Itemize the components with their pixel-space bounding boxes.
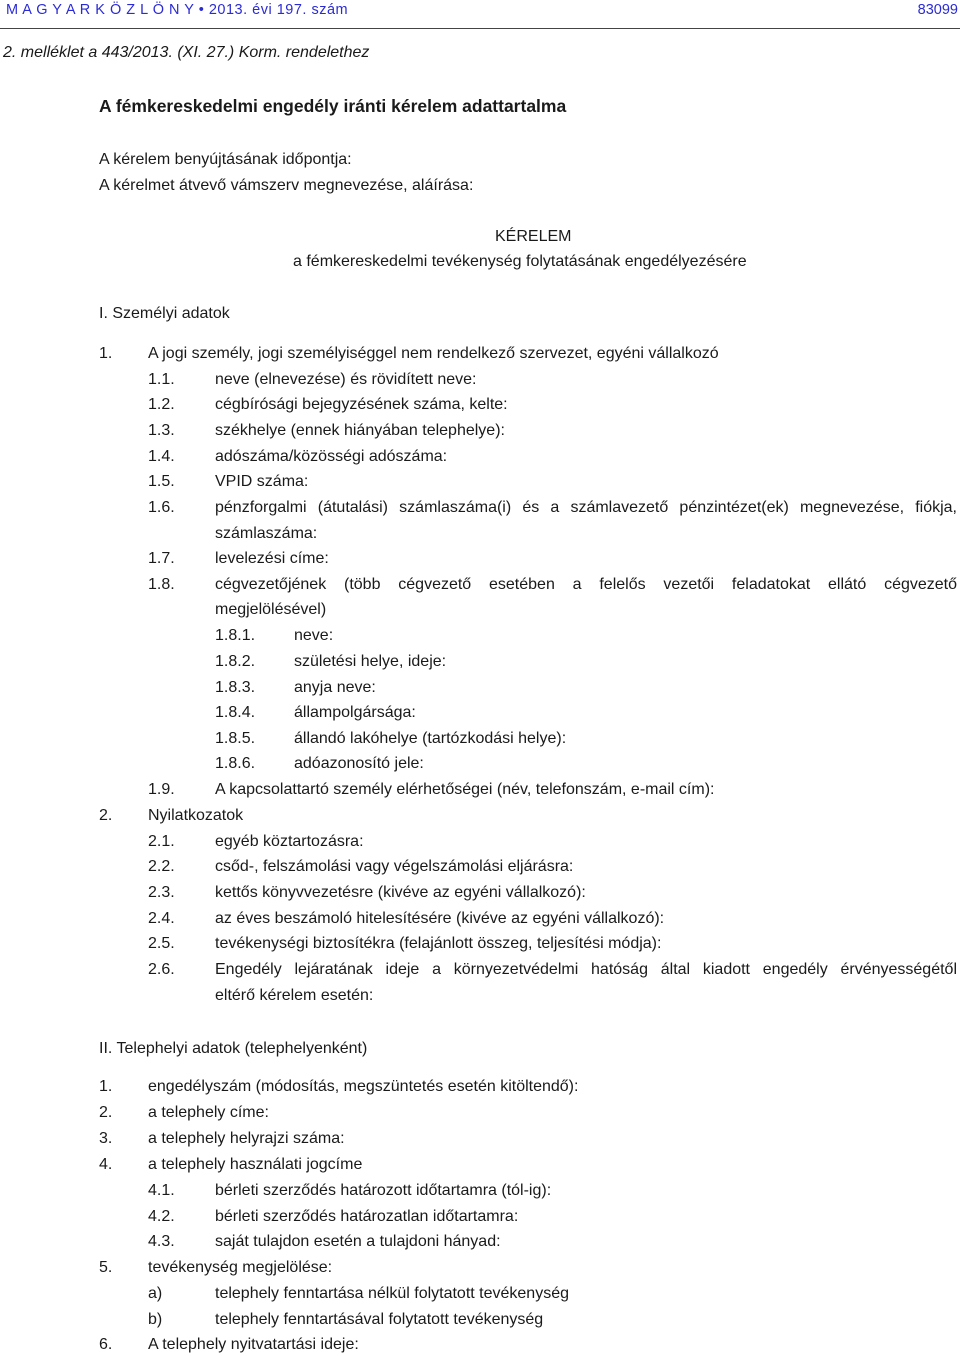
item-number: 2.5. <box>148 935 175 952</box>
item-label: adószáma/közösségi adószáma: <box>215 448 448 465</box>
item-number: 1.4. <box>148 448 175 465</box>
header-rule <box>0 28 960 29</box>
item-label: székhelye (ennek hiányában telephelye): <box>215 422 505 439</box>
page-header <box>0 0 960 30</box>
item-label: saját tulajdon esetén a tulajdoni hányad: <box>215 1233 501 1250</box>
item-number: 1.8.2. <box>215 653 256 670</box>
item-number: 2. <box>99 807 113 824</box>
item-number: 1.1. <box>148 371 175 388</box>
item-label-justified <box>215 575 957 595</box>
item-number: 1.8.4. <box>215 704 256 721</box>
item-label: Nyilatkozatok <box>148 807 244 824</box>
item-label-continued: eltérő kérelem esetén: <box>215 987 374 1004</box>
item-label: a telephely használati jogcíme <box>148 1156 363 1173</box>
item-number: 4.3. <box>148 1233 175 1250</box>
item-label: cégbírósági bejegyzésének száma, kelte: <box>215 396 508 413</box>
item-number: 4.1. <box>148 1182 175 1199</box>
item-label: adóazonosító jele: <box>294 755 424 772</box>
item-number: 2.1. <box>148 833 175 850</box>
item-label: engedélyszám (módosítás, megszüntetés esetén kitöltendő): <box>148 1078 579 1095</box>
item-label: A telephely nyitvatartási ideje: <box>148 1336 359 1353</box>
item-label: cégvezetőjének (több cégvezető esetében a felelős vezetői feladatokat ellátó cégvezető <box>215 576 957 593</box>
item-number: 2.6. <box>148 961 175 978</box>
request-heading: KÉRELEM <box>495 228 572 245</box>
item-label: tevékenységi biztosítékra (felajánlott összeg, teljesítési módja): <box>215 935 662 952</box>
request-subheading: a fémkereskedelmi tevékenység folytatásának engedélyezésére <box>293 253 747 270</box>
item-number: a) <box>148 1285 163 1302</box>
item-number: 2.4. <box>148 910 175 927</box>
item-number: 1.8.3. <box>215 679 256 696</box>
item-number: 5. <box>99 1259 113 1276</box>
item-label: a telephely címe: <box>148 1104 269 1121</box>
customs-office-label: A kérelmet átvevő vámszerv megnevezése, aláírása: <box>99 177 474 194</box>
item-number: 1. <box>99 345 113 362</box>
item-label: anyja neve: <box>294 679 376 696</box>
item-label: neve (elnevezése) és rövidített neve: <box>215 371 477 388</box>
item-label: a telephely helyrajzi száma: <box>148 1130 345 1147</box>
item-number: 2.3. <box>148 884 175 901</box>
item-number: 2.2. <box>148 858 175 875</box>
item-label: neve: <box>294 627 334 644</box>
item-number: 1.8. <box>148 576 175 593</box>
item-number: 1.5. <box>148 473 175 490</box>
item-number: 1.8.5. <box>215 730 256 747</box>
item-label: telephely fenntartása nélkül folytatott tevékenység <box>215 1285 569 1302</box>
item-label: tevékenység megjelölése: <box>148 1259 333 1276</box>
item-label: bérleti szerződés határozott időtartamra (tól-ig): <box>215 1182 552 1199</box>
item-label: kettős könyvvezetésre (kivéve az egyéni vállalkozó): <box>215 884 586 901</box>
item-label: egyéb köztartozásra: <box>215 833 364 850</box>
item-label: születési helye, ideje: <box>294 653 447 670</box>
item-number: 1.6. <box>148 499 175 516</box>
item-number: 4.2. <box>148 1208 175 1225</box>
item-label: VPID száma: <box>215 473 309 490</box>
item-label: pénzforgalmi (átutalási) számlaszáma(i) és a számlavezető pénzintézet(ek) megnevezése, fiókja, <box>215 499 957 516</box>
section-personal-title: I. Személyi adatok <box>99 305 230 322</box>
submission-date-label: A kérelem benyújtásának időpontja: <box>99 151 352 168</box>
item-number: b) <box>148 1311 163 1328</box>
item-number: 1.7. <box>148 550 175 567</box>
item-label: bérleti szerződés határozatlan időtartamra: <box>215 1208 519 1225</box>
item-label: telephely fenntartásával folytatott tevékenység <box>215 1311 544 1328</box>
magazine-title: M A G Y A R K Ö Z L Ö N Y • 2013. évi 197. szám <box>6 2 349 18</box>
item-number: 1.2. <box>148 396 175 413</box>
item-label: A kapcsolattartó személy elérhetőségei (név, telefonszám, e-mail cím): <box>215 781 715 798</box>
item-number: 1.9. <box>148 781 175 798</box>
item-number: 3. <box>99 1130 113 1147</box>
item-label: állandó lakóhelye (tartózkodási helye): <box>294 730 567 747</box>
item-number: 1.3. <box>148 422 175 439</box>
item-number: 1. <box>99 1078 113 1095</box>
item-number: 6. <box>99 1336 113 1353</box>
item-label: levelezési címe: <box>215 550 329 567</box>
item-number: 4. <box>99 1156 113 1173</box>
item-label: állampolgársága: <box>294 704 416 721</box>
item-label: Engedély lejáratának ideje a környezetvédelmi hatóság által kiadott engedély érvényességétől <box>215 961 957 978</box>
item-label: A jogi személy, jogi személyiséggel nem rendelkező szervezet, egyéni vállalkozó <box>148 345 719 362</box>
item-number: 1.8.6. <box>215 755 256 772</box>
item-number: 2. <box>99 1104 113 1121</box>
item-label: csőd-, felszámolási vagy végelszámolási eljárásra: <box>215 858 574 875</box>
item-label-justified <box>215 498 957 518</box>
annex-reference: 2. melléklet a 443/2013. (XI. 27.) Korm. rendelethez <box>3 44 370 61</box>
item-label-continued: számlaszáma: <box>215 525 318 542</box>
section-site-title: II. Telephelyi adatok (telephelyenként) <box>99 1040 368 1057</box>
item-number: 1.8.1. <box>215 627 256 644</box>
item-label-justified <box>215 960 957 980</box>
document-title: A fémkereskedelmi engedély iránti kérelem adattartalma <box>99 96 567 116</box>
page-number: 83099 <box>917 2 958 18</box>
item-label: az éves beszámoló hitelesítésére (kivéve az egyéni vállalkozó): <box>215 910 665 927</box>
item-label-continued: megjelölésével) <box>215 601 327 618</box>
